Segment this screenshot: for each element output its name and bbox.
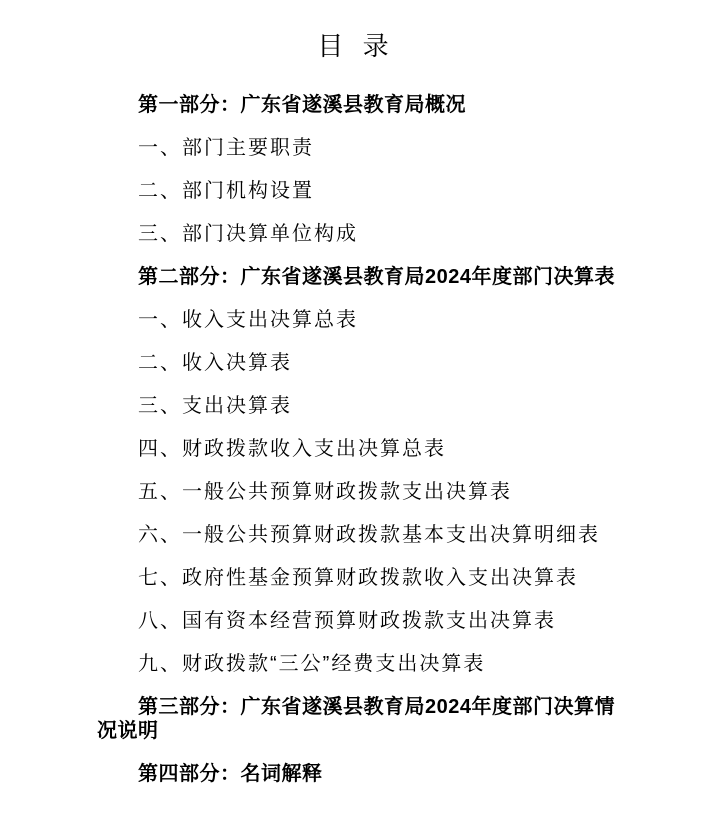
toc-part2-item-1: 一、收入支出决算总表: [138, 309, 358, 331]
toc-part3-heading: 第三部分：广东省遂溪县教育局2024年度部门决算情况说明: [97, 696, 615, 742]
toc-part1-item-3: 三、部门决算单位构成: [138, 223, 358, 245]
toc-part1-heading: 第一部分：广东省遂溪县教育局概况: [138, 94, 466, 116]
toc-part1-item-2: 二、部门机构设置: [138, 180, 314, 202]
toc-part4-heading: 第四部分：名词解释: [138, 763, 323, 785]
toc-part2-item-9: 九、财政拨款“三公”经费支出决算表: [138, 653, 486, 675]
toc-part1-item-1: 一、部门主要职责: [138, 137, 314, 159]
toc-part2-item-5: 五、一般公共预算财政拨款支出决算表: [138, 481, 512, 503]
page-title: 目 录: [317, 31, 390, 61]
toc-part2-item-7: 七、政府性基金预算财政拨款收入支出决算表: [138, 567, 578, 589]
toc-part2-item-2: 二、收入决算表: [138, 352, 292, 374]
table-of-contents: [97, 93, 630, 786]
toc-part2-item-6: 六、一般公共预算财政拨款基本支出决算明细表: [138, 524, 600, 546]
toc-part2-item-8: 八、国有资本经营预算财政拨款支出决算表: [138, 610, 556, 632]
toc-part2-item-3: 三、支出决算表: [138, 395, 292, 417]
toc-part2-item-4: 四、财政拨款收入支出决算总表: [138, 438, 446, 460]
toc-part2-heading: 第二部分：广东省遂溪县教育局2024年度部门决算表: [138, 266, 615, 288]
